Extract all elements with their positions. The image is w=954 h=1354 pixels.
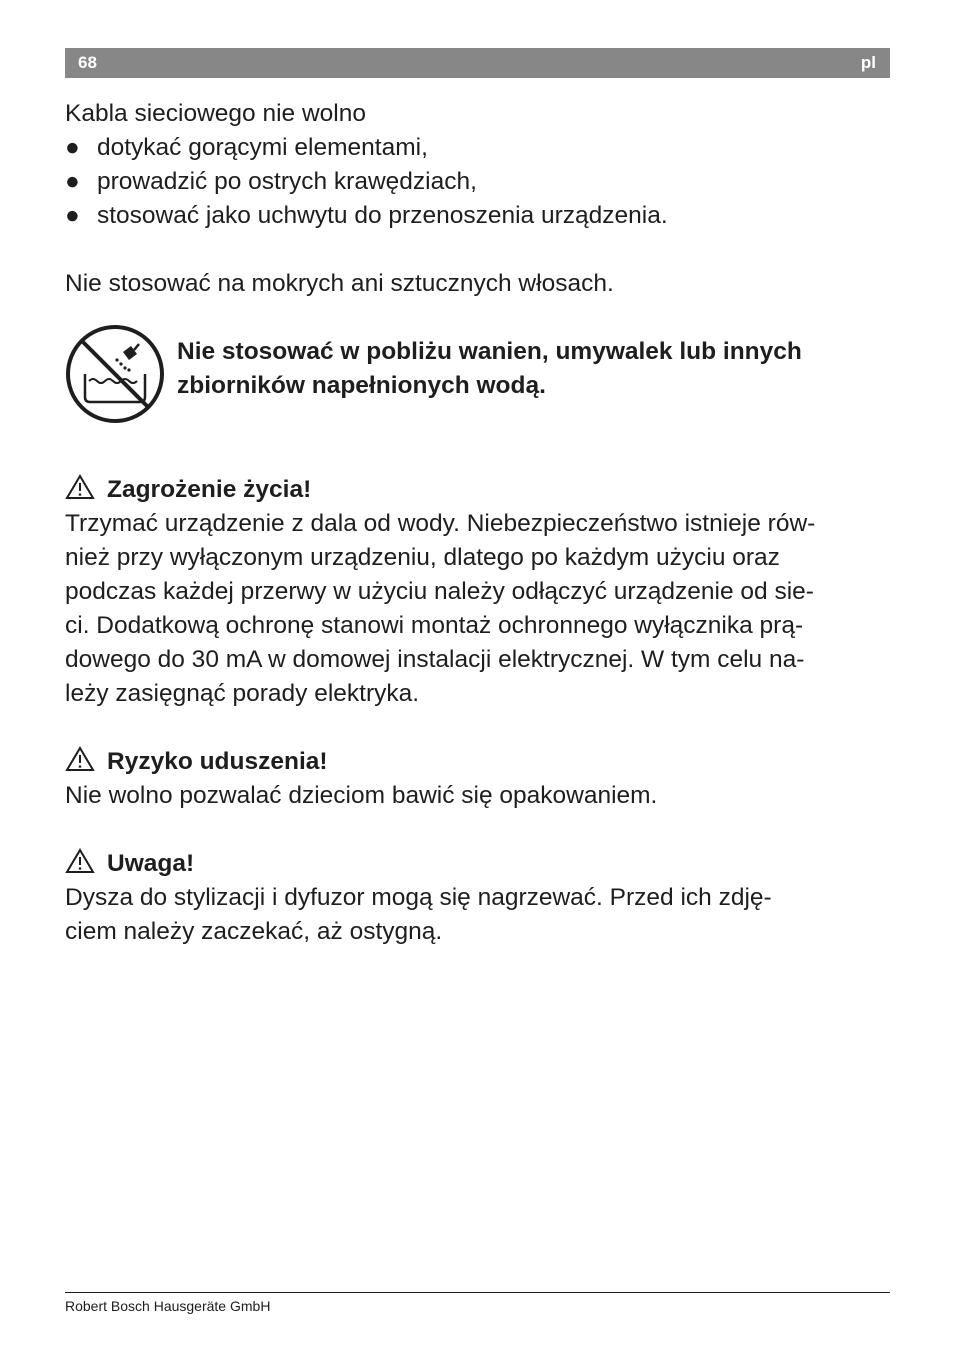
paragraph-line: leży zasięgnąć porady elektryka. [65, 680, 420, 707]
paragraph-line: Nie wolno pozwalać dzieciom bawić się opakowaniem. [65, 782, 658, 809]
paragraph-line: Dysza do stylizacji i dyfuzor mogą się nagrzewać. Przed ich zdję- [65, 884, 772, 911]
warning-title: Ryzyko uduszenia! [107, 748, 328, 775]
warning-heading [65, 473, 311, 507]
bullet-icon: ● [65, 134, 80, 161]
paragraph-line: dowego do 30 mA w domowej instalacji elektrycznej. W tym celu na- [65, 646, 805, 673]
footer-company: Robert Bosch Hausgeräte GmbH [65, 1298, 271, 1314]
page-header-bar [65, 48, 890, 78]
warning-triangle-icon [65, 848, 95, 874]
cable-intro: Kabla sieciowego nie wolno [65, 100, 366, 127]
list-item-text: stosować jako uchwytu do przenoszenia urządzenia. [97, 202, 668, 229]
bath-warning-line: zbiorników napełnionych wodą. [177, 372, 546, 399]
warning-heading [65, 745, 328, 779]
hair-note: Nie stosować na mokrych ani sztucznych włosach. [65, 270, 614, 297]
language-code: pl [860, 53, 876, 72]
bullet-icon: ● [65, 168, 80, 195]
warning-title: Uwaga! [107, 850, 195, 877]
paragraph-line: podczas każdej przerwy w użyciu należy odłączyć urządzenie od sie- [65, 578, 814, 605]
footer-divider [65, 1292, 890, 1293]
paragraph-line: ci. Dodatkową ochronę stanowi montaż ochronnego wyłącznika prą- [65, 612, 804, 639]
list-item-text: dotykać gorącymi elementami, [97, 134, 428, 161]
bath-warning-line: Nie stosować w pobliżu wanien, umywalek lub innych [177, 338, 802, 365]
paragraph-line: nież przy wyłączonym urządzeniu, dlatego po każdym użyciu oraz [65, 544, 780, 571]
warning-heading [65, 847, 194, 881]
list-item-text: prowadzić po ostrych krawędziach, [97, 168, 477, 195]
warning-title: Zagrożenie życia! [107, 476, 312, 503]
page-number: 68 [78, 53, 97, 72]
paragraph-line: ciem należy zaczekać, aż ostygną. [65, 918, 443, 945]
paragraph-line: Trzymać urządzenie z dala od wody. Niebezpieczeństwo istnieje rów- [65, 510, 816, 537]
warning-triangle-icon [65, 474, 95, 500]
list-item [65, 199, 668, 233]
list-item [65, 131, 428, 165]
bullet-icon: ● [65, 202, 80, 229]
warning-triangle-icon [65, 746, 95, 772]
list-item [65, 165, 477, 199]
no-bath-shower-icon [65, 324, 165, 424]
